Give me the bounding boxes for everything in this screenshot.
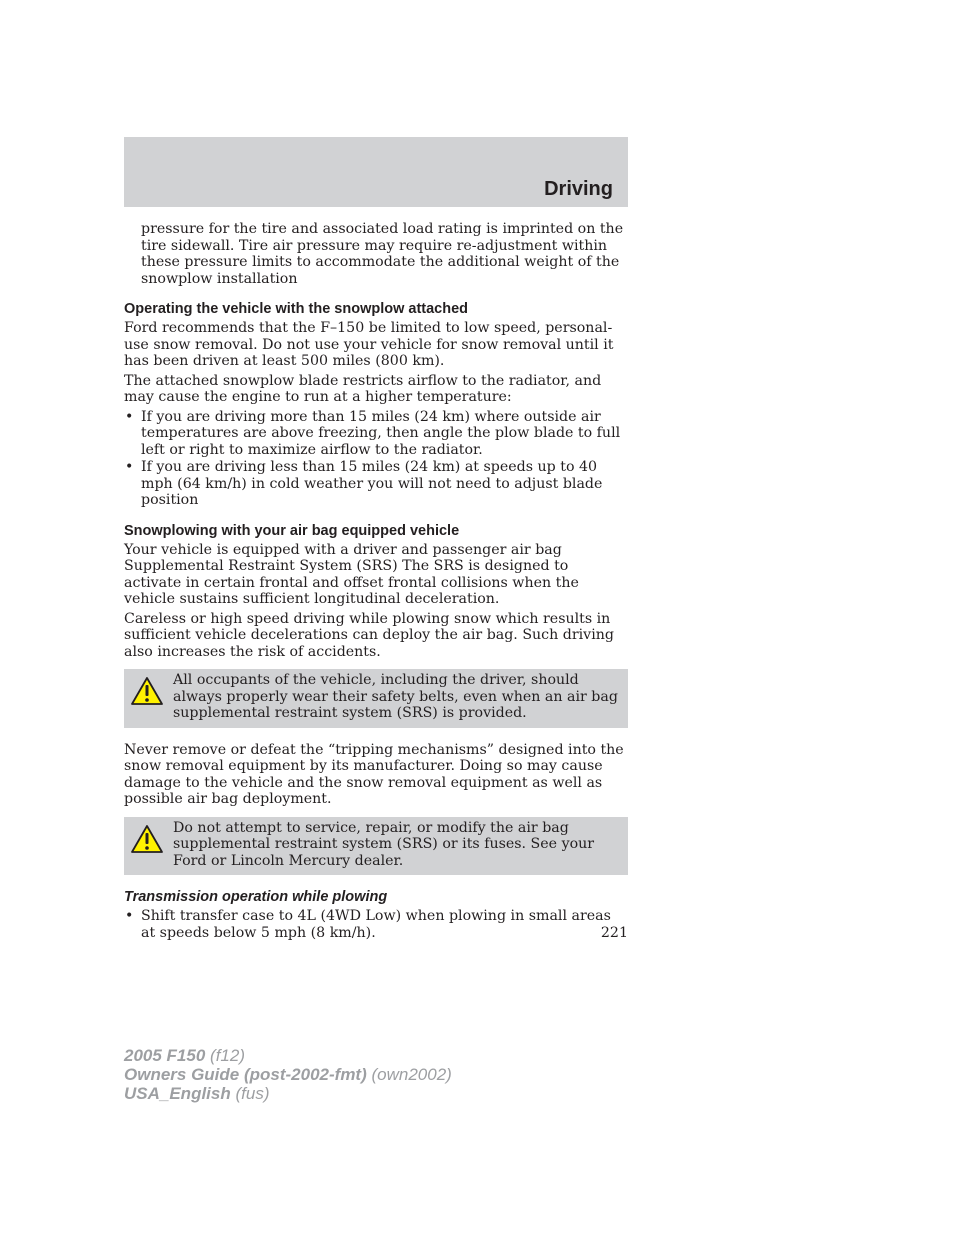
list-item [124,908,628,941]
warning-text: All occupants of the vehicle, including the driver, should always properly wear their safety belts, even when an air bag supplemental restraint system (SRS) is provided. [173,672,618,721]
list-item-text: Shift transfer case to 4L (4WD Low) when plowing in small areas at speeds below 5 mph (8 km/h). [141,908,611,941]
paragraph: Careless or high speed driving while plowing snow which results in sufficient vehicle decelerations can deploy the air bag. Such driving also increases the risk of accidents. [124,610,614,660]
footer-line [124,1065,452,1084]
heading-snowplow-attached: Operating the vehicle with the snowplow attached [124,301,469,317]
footer-language-code: (fus) [235,1084,270,1103]
paragraph: Ford recommends that the F–150 be limited to low speed, personal-use snow removal. Do not use your vehicle for snow removal until it has been driven at least 500 miles (800 km). [124,320,614,369]
section-title: Driving [544,178,613,200]
bullet-mark: • [125,908,134,924]
warning-box [124,669,628,728]
footer-line [124,1046,452,1065]
paragraph: Your vehicle is equipped with a driver and passenger air bag Supplemental Restraint System (SRS) The SRS is designed to activate in certain frontal and offset frontal collisions when the vehicle sustains sufficient longitudinal deceleration. [124,541,579,607]
footer-guide-code: (own2002) [371,1065,452,1084]
heading-transmission: Transmission operation while plowing [124,889,388,905]
bullet-mark: • [125,459,134,475]
list-item [124,409,628,459]
list-item-text: If you are driving more than 15 miles (24 km) where outside air temperatures are above freezing, then angle the plow blade to full left or right to maximize airflow to the radiator. [141,408,621,458]
list-item [124,459,628,509]
intro-paragraph: pressure for the tire and associated load rating is imprinted on the tire sidewall. Tire air pressure may require re-adjustment within these pressure limits to accommodate the additional weight of the snowplow installation [141,221,624,287]
bullet-mark: • [125,408,134,425]
heading-air-bag: Snowplowing with your air bag equipped vehicle [124,522,460,539]
bullet-list [124,409,628,509]
footer-language: USA_English [124,1084,231,1103]
footer-model-code: (f12) [210,1046,245,1065]
footer-line [124,1084,452,1103]
section-header-bar [124,137,628,207]
footer-model: 2005 F150 [124,1046,206,1065]
document-footer [124,1046,452,1103]
list-item-text: If you are driving less than 15 miles (24 km) at speeds up to 40 mph (64 km/h) in cold weather you will not need to adjust blade position [141,459,603,508]
paragraph: Never remove or defeat the “tripping mechanisms” designed into the snow removal equipment by its manufacturer. Doing so may cause damage to the vehicle and the snow removal equipment as well as possible air bag deployment. [124,741,624,807]
bullet-list [124,908,628,941]
page-number: 221 [600,925,628,941]
warning-triangle-icon [130,824,164,854]
paragraph: The attached snowplow blade restricts airflow to the radiator, and may cause the engine to run at a higher temperature: [124,372,602,405]
footer-guide: Owners Guide (post-2002-fmt) [124,1065,367,1084]
warning-box [124,817,628,876]
warning-text: Do not attempt to service, repair, or modify the air bag supplemental restraint system (SRS) or its fuses. See your Ford or Lincoln Mercury dealer. [173,819,595,869]
warning-triangle-icon [130,676,164,706]
page-content [124,221,628,944]
